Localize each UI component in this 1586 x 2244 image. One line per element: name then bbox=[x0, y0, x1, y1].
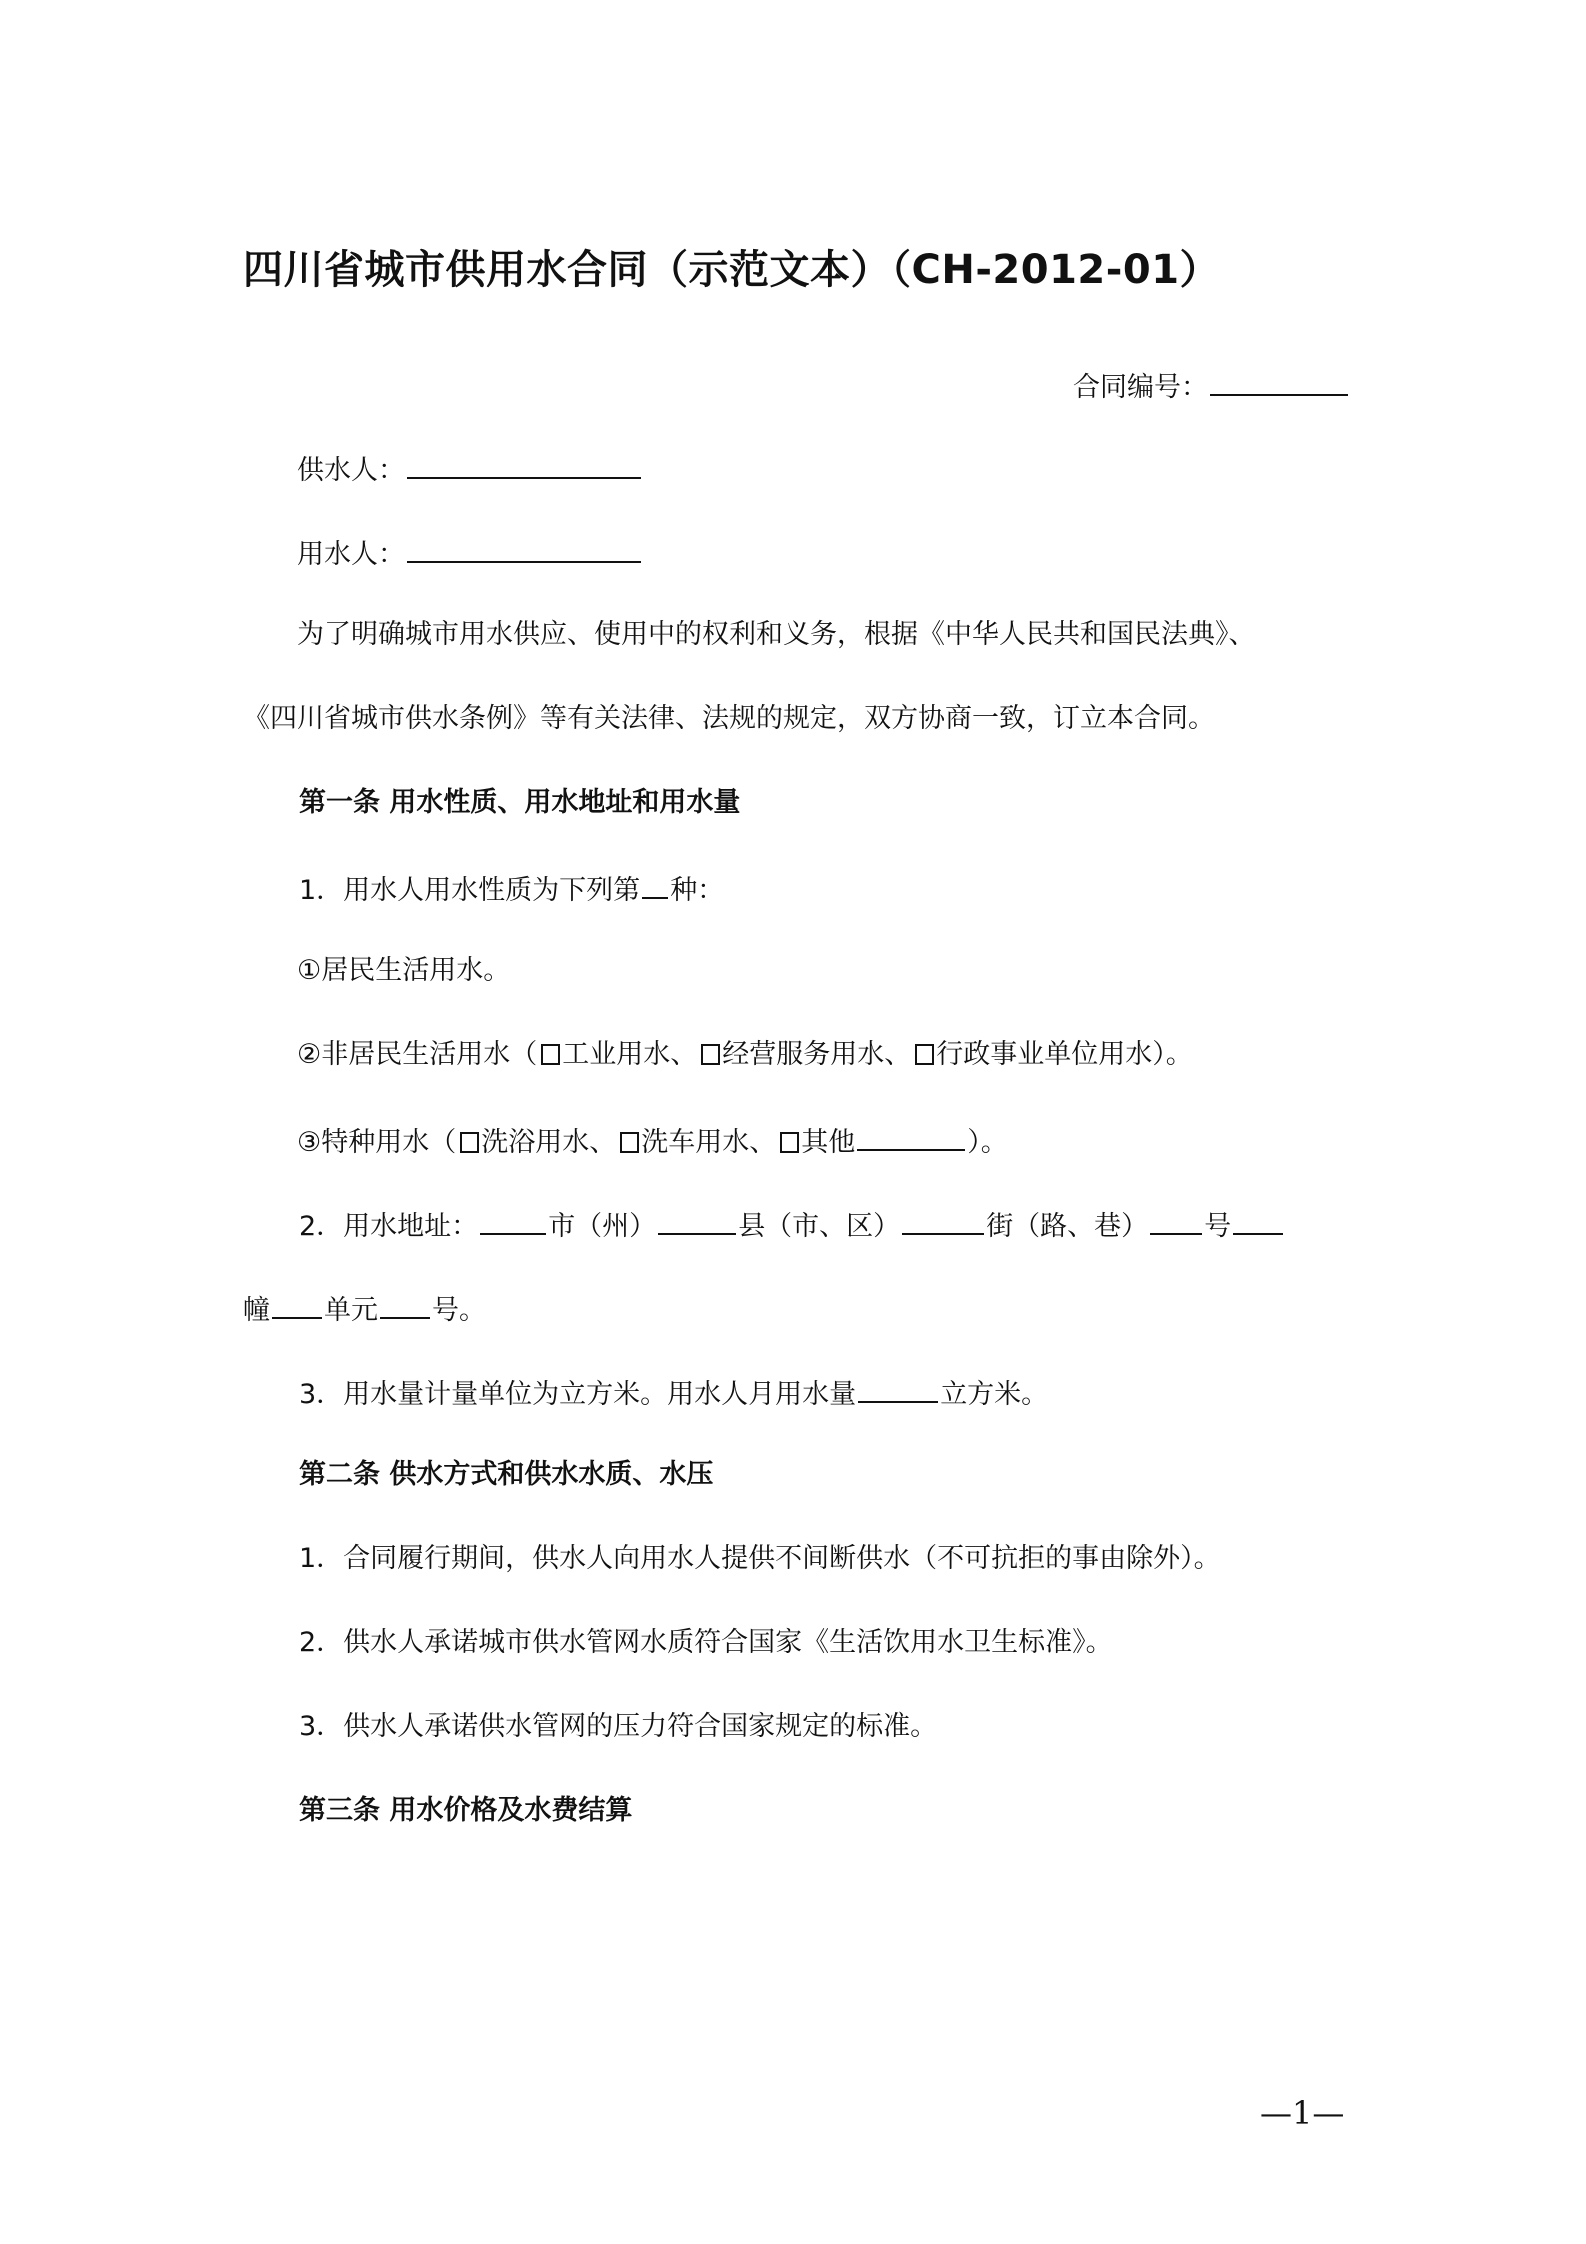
water-volume-suffix: 立方米。 bbox=[940, 1379, 1049, 1410]
article3-heading: 第三条 用水价格及水费结算 bbox=[299, 1795, 633, 1826]
article2-item3: 3．供水人承诺供水管网的压力符合国家规定的标准。 bbox=[299, 1711, 938, 1742]
bathing-checkbox[interactable] bbox=[460, 1132, 479, 1153]
user-row bbox=[297, 533, 643, 573]
monthly-volume-blank[interactable] bbox=[858, 1373, 938, 1403]
option-residential: ①居民生活用水。 bbox=[297, 955, 511, 986]
option-special-prefix: ③特种用水（ bbox=[297, 1127, 457, 1158]
page-title: 四川省城市供用水合同（示范文本）（CH-2012-01） bbox=[243, 247, 1221, 293]
supplier-label: 供水人： bbox=[297, 455, 405, 486]
car-wash-label: 洗车用水、 bbox=[641, 1127, 777, 1158]
option-non-residential-prefix: ②非居民生活用水（ bbox=[297, 1039, 538, 1070]
other-blank[interactable] bbox=[857, 1121, 965, 1151]
other-label: 其他 bbox=[801, 1127, 856, 1158]
unit-label: 单元 bbox=[324, 1295, 378, 1326]
street-blank[interactable] bbox=[902, 1205, 984, 1235]
industrial-label: 工业用水、 bbox=[562, 1039, 698, 1070]
administrative-label: 行政事业单位用水）。 bbox=[936, 1039, 1193, 1070]
contract-number-label: 合同编号： bbox=[1073, 372, 1208, 403]
water-volume-prefix: 3．用水量计量单位为立方米。用水人月用水量 bbox=[299, 1379, 857, 1410]
user-label: 用水人： bbox=[297, 539, 405, 570]
water-type-blank[interactable] bbox=[642, 869, 668, 899]
county-label: 县（市、区） bbox=[738, 1211, 901, 1242]
room-blank[interactable] bbox=[380, 1289, 430, 1319]
article1-item1-prefix: 1．用水人用水性质为下列第 bbox=[299, 875, 641, 906]
car-wash-checkbox[interactable] bbox=[620, 1132, 639, 1153]
room-label: 号。 bbox=[432, 1295, 486, 1326]
number-label: 号 bbox=[1204, 1211, 1232, 1242]
user-blank[interactable] bbox=[407, 533, 641, 563]
bathing-label: 洗浴用水、 bbox=[481, 1127, 617, 1158]
industrial-checkbox[interactable] bbox=[541, 1044, 560, 1065]
supplier-row bbox=[297, 449, 643, 489]
option-special bbox=[297, 1121, 1008, 1161]
street-number-blank[interactable] bbox=[1150, 1205, 1202, 1235]
building-label: 幢 bbox=[243, 1295, 270, 1326]
contract-number-blank[interactable] bbox=[1210, 366, 1348, 396]
option-special-suffix: ）。 bbox=[967, 1127, 1008, 1158]
city-label: 市（州） bbox=[548, 1211, 657, 1242]
intro-line-1: 为了明确城市用水供应、使用中的权利和义务，根据《中华人民共和国民法典》、 bbox=[297, 619, 1256, 650]
article1-item1 bbox=[299, 869, 724, 909]
city-blank[interactable] bbox=[480, 1205, 546, 1235]
article1-heading: 第一条 用水性质、用水地址和用水量 bbox=[299, 787, 741, 818]
street-label: 街（路、巷） bbox=[986, 1211, 1149, 1242]
supplier-blank[interactable] bbox=[407, 449, 641, 479]
building-blank[interactable] bbox=[1233, 1205, 1283, 1235]
article2-heading: 第二条 供水方式和供水水质、水压 bbox=[299, 1459, 714, 1490]
unit-blank[interactable] bbox=[272, 1289, 322, 1319]
option-non-residential bbox=[297, 1037, 1193, 1073]
intro-line-2: 《四川省城市供水条例》等有关法律、法规的规定，双方协商一致，订立本合同。 bbox=[243, 703, 1215, 734]
address-row-1 bbox=[299, 1205, 1285, 1245]
article1-item1-suffix: 种： bbox=[670, 875, 725, 906]
article2-item2: 2．供水人承诺城市供水管网水质符合国家《生活饮用水卫生标准》。 bbox=[299, 1627, 1113, 1658]
contract-number-row bbox=[1073, 366, 1350, 406]
county-blank[interactable] bbox=[658, 1205, 736, 1235]
page-number: —1— bbox=[1260, 2094, 1345, 2132]
business-service-label: 经营服务用水、 bbox=[722, 1039, 912, 1070]
administrative-checkbox[interactable] bbox=[915, 1044, 934, 1065]
other-checkbox[interactable] bbox=[780, 1132, 799, 1153]
article2-item1: 1．合同履行期间，供水人向用水人提供不间断供水（不可抗拒的事由除外）。 bbox=[299, 1543, 1221, 1574]
water-volume-row bbox=[299, 1373, 1048, 1413]
business-service-checkbox[interactable] bbox=[701, 1044, 720, 1065]
address-label: 2．用水地址： bbox=[299, 1211, 479, 1242]
address-row-2 bbox=[243, 1289, 486, 1329]
